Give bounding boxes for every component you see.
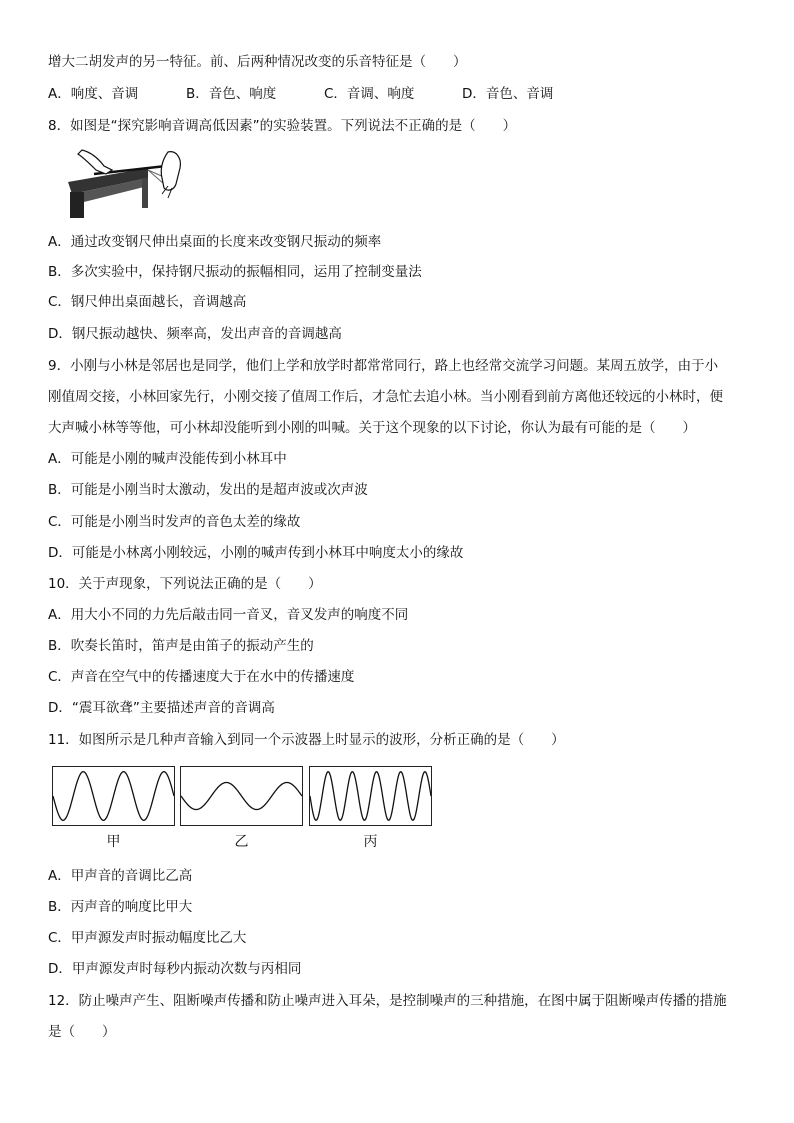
q12-stem-line2: 是（ ） bbox=[48, 1024, 116, 1040]
q10-option-b[interactable]: B．吹奏长笛时，笛声是由笛子的振动产生的 bbox=[48, 638, 314, 654]
right-hand-icon bbox=[161, 152, 180, 190]
q9-stem-line1: 9．小刚与小林是邻居也是同学，他们上学和放学时都常常同行，路上也经常交流学习问题。某周五放学，由于小 bbox=[48, 358, 719, 374]
q10-option-a[interactable]: A．用大小不同的力先后敲击同一音叉，音叉发声的响度不同 bbox=[48, 607, 409, 623]
table-leg-right bbox=[142, 178, 148, 208]
ruler-experiment-figure bbox=[64, 148, 224, 220]
q8-option-a[interactable]: A．通过改变钢尺伸出桌面的长度来改变钢尺振动的频率 bbox=[48, 234, 382, 250]
q7-option-b[interactable]: B．音色、响度 bbox=[186, 86, 277, 102]
q8-option-c[interactable]: C．钢尺伸出桌面越长，音调越高 bbox=[48, 294, 247, 310]
q9-option-b[interactable]: B．可能是小刚当时太激动，发出的是超声波或次声波 bbox=[48, 482, 368, 498]
q11-stem: 11．如图所示是几种声音输入到同一个示波器上时显示的波形，分析正确的是（ ） bbox=[48, 732, 565, 748]
q7-stem-tail: 增大二胡发声的另一特征。前、后两种情况改变的乐音特征是（ ） bbox=[48, 54, 467, 70]
q11-option-a[interactable]: A．甲声音的音调比乙高 bbox=[48, 868, 193, 884]
q10-option-d[interactable]: D．“震耳欲聋”主要描述声音的音调高 bbox=[48, 700, 275, 716]
q11-option-b[interactable]: B．丙声音的响度比甲大 bbox=[48, 899, 193, 915]
waveform-trace bbox=[181, 783, 302, 810]
q9-stem-line2: 刚值周交接，小林回家先行，小刚交接了值周工作后，才急忙去追小林。当小刚看到前方离他还较远的小林时，便 bbox=[48, 389, 723, 405]
q7-option-a[interactable]: A．响度、音调 bbox=[48, 86, 139, 102]
left-hand-icon bbox=[78, 150, 112, 174]
q7-options bbox=[48, 84, 600, 104]
waveform-trace bbox=[310, 772, 431, 821]
q8-stem: 8．如图是“探究影响音调高低因素”的实验装置。下列说法不正确的是（ ） bbox=[48, 118, 517, 134]
q11-option-d[interactable]: D．甲声源发声时每秒内振动次数与丙相同 bbox=[48, 961, 302, 977]
q9-option-c[interactable]: C．可能是小刚当时发声的音色太差的缘故 bbox=[48, 514, 301, 530]
waveform-jia bbox=[52, 766, 175, 826]
q8-option-b[interactable]: B．多次实验中，保持钢尺振动的振幅相同，运用了控制变量法 bbox=[48, 264, 422, 280]
q10-stem: 10．关于声现象，下列说法正确的是（ ） bbox=[48, 576, 322, 592]
q7-option-c[interactable]: C．音调、响度 bbox=[324, 86, 415, 102]
q9-stem-line3: 大声喊小林等等他，可小林却没能听到小刚的叫喊。关于这个现象的以下讨论，你认为最有可能的是（ ） bbox=[48, 420, 696, 436]
waveform-trace bbox=[53, 772, 174, 821]
q7-option-d[interactable]: D．音色、音调 bbox=[462, 86, 554, 102]
table-leg bbox=[70, 192, 84, 218]
waveform-bing bbox=[309, 766, 432, 826]
waveform-label-jia: 甲 bbox=[106, 834, 121, 850]
q11-option-c[interactable]: C．甲声源发声时振动幅度比乙大 bbox=[48, 930, 247, 946]
waveform-label-yi: 乙 bbox=[234, 834, 249, 850]
q9-option-a[interactable]: A．可能是小刚的喊声没能传到小林耳中 bbox=[48, 451, 287, 467]
q12-stem-line1: 12．防止噪声产生、阻断噪声传播和防止噪声进入耳朵，是控制噪声的三种措施，在图中属于阻断噪声传播的措施 bbox=[48, 993, 727, 1009]
q10-option-c[interactable]: C．声音在空气中的传播速度大于在水中的传播速度 bbox=[48, 669, 355, 685]
q9-option-d[interactable]: D．可能是小林离小刚较远，小刚的喊声传到小林耳中响度太小的缘故 bbox=[48, 545, 464, 561]
waveform-label-bing: 丙 bbox=[363, 834, 378, 850]
q8-option-d[interactable]: D．钢尺振动越快、频率高，发出声音的音调越高 bbox=[48, 326, 342, 342]
waveform-yi bbox=[180, 766, 303, 826]
